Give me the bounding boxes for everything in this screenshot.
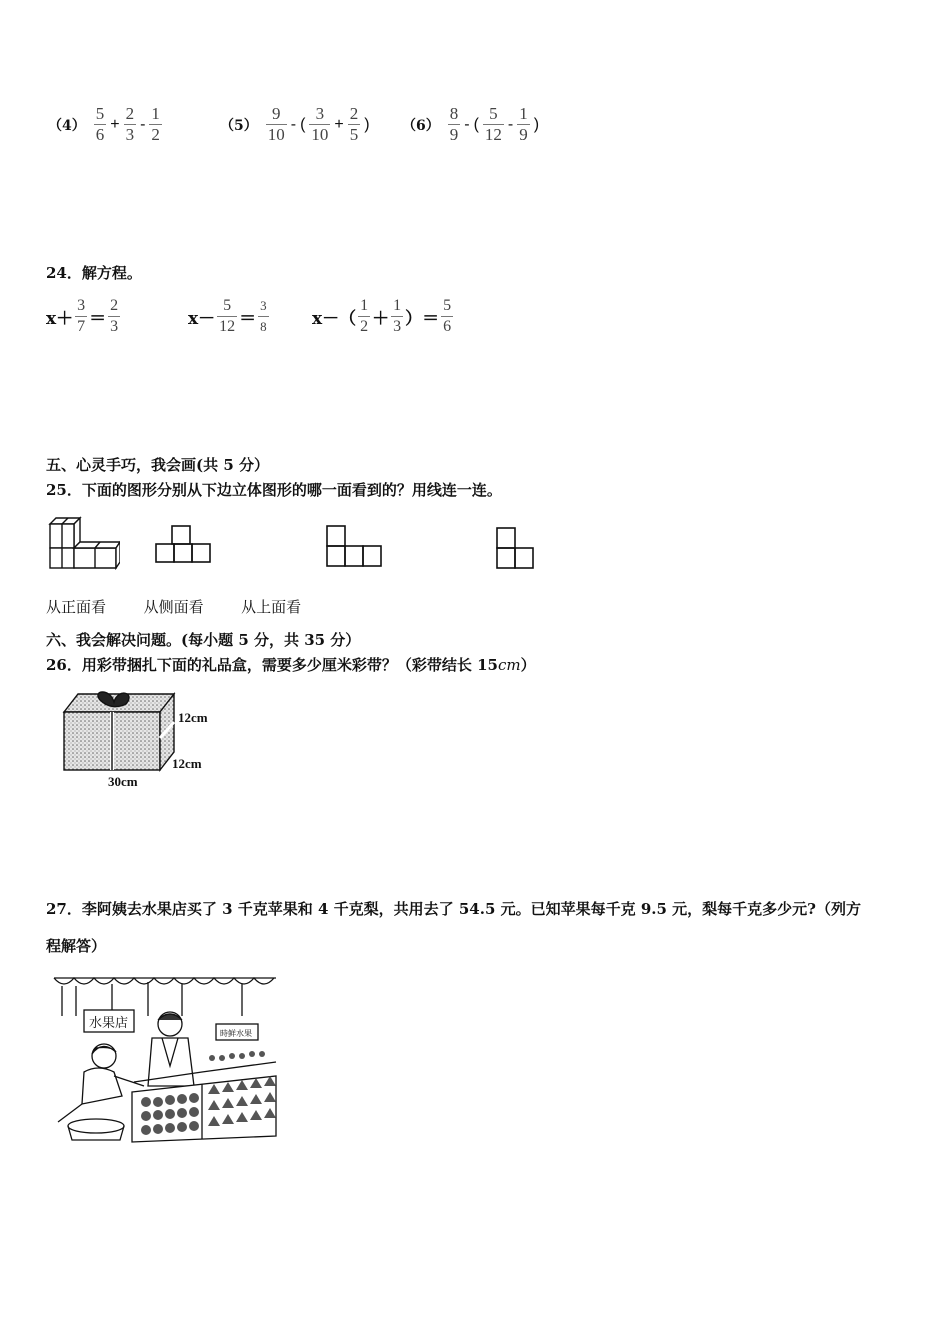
box-depth-label: 12cm	[172, 756, 202, 771]
q27-line1: 27．李阿姨去水果店买了 3 千克苹果和 4 千克梨，共用去了 54.5 元。已知苹果每千克 9.5 元，梨每千克多少元?（列方	[46, 900, 861, 918]
fraction: $\frac{2}{3}$	[125, 104, 135, 144]
view-labels	[46, 596, 301, 617]
fraction: $\frac{5}{6}$	[95, 104, 105, 144]
view-shape-a	[154, 524, 214, 566]
cube-solid-figure	[44, 514, 120, 570]
expr-label: （5）	[220, 117, 258, 134]
expr-4	[48, 104, 164, 145]
fraction: $\frac{1}{2}$	[360, 297, 369, 335]
box-height-label: 12cm	[178, 710, 208, 725]
fraction: $\frac{3}{10}$	[311, 104, 329, 144]
fraction: $\frac{5}{6}$	[443, 297, 452, 335]
fruit-shop-illustration	[52, 976, 278, 1146]
fraction: $\frac{2}{5}$	[349, 104, 359, 144]
equals-sign: ＝	[239, 309, 257, 329]
fraction: $\frac{5}{12}$	[484, 104, 502, 144]
fraction: $\frac{1}{9}$	[519, 104, 528, 144]
fraction: $\frac{1}{3}$	[393, 297, 402, 335]
equation-lhs: x－	[188, 309, 216, 329]
q27-line2: 程解答）	[46, 937, 107, 955]
gift-box-figure	[56, 688, 236, 792]
fraction: $\frac{5}{12}$	[219, 297, 236, 335]
view-shape-c	[494, 524, 538, 570]
q26-text	[46, 654, 536, 675]
q26-close: ）	[520, 656, 536, 674]
equation-3	[312, 296, 455, 337]
box-length-label: 30cm	[108, 774, 138, 789]
expr-5	[220, 104, 372, 145]
expr-label: （4）	[48, 117, 86, 134]
section-6-heading: 六、我会解决问题。(每小题 5 分，共 35 分）	[46, 631, 361, 649]
q25-text: 25．下面的图形分别从下边立体图形的哪一面看到的？用线连一连。	[46, 481, 502, 499]
close-paren-equals: ）＝	[405, 309, 440, 329]
shop-sign-small: 時鲜水果	[220, 1029, 252, 1038]
fraction: $\frac{2}{3}$	[110, 297, 119, 335]
expr-6	[402, 104, 541, 145]
operator: -	[507, 115, 514, 133]
equation-2	[188, 296, 271, 337]
fraction: $\frac{9}{10}$	[267, 104, 285, 144]
expr-label: （6）	[402, 117, 440, 134]
fraction: $\frac{8}{9}$	[449, 104, 459, 144]
operator: +	[334, 115, 344, 133]
paren: (	[300, 115, 306, 133]
fraction: $\frac{1}{2}$	[151, 104, 160, 144]
q26-unit: cm	[497, 656, 521, 674]
operator: +	[110, 115, 120, 133]
equation-lhs: x－（	[312, 309, 357, 329]
operator: -	[290, 115, 297, 133]
equation-lhs: x＋	[46, 309, 74, 329]
shop-sign: 水果店	[89, 1016, 129, 1031]
view-label-front: 从正面看	[46, 598, 107, 616]
fraction: $\frac{3}{7}$	[77, 297, 86, 335]
paren: (	[473, 115, 479, 133]
section-5-heading: 五、心灵手巧，我会画(共 5 分）	[46, 456, 269, 474]
equals-sign: ＝	[89, 309, 107, 329]
operator: -	[140, 115, 146, 133]
fraction: $\frac{3}{8}$	[258, 296, 269, 337]
plus-sign: ＋	[372, 309, 390, 329]
view-label-top: 从上面看	[241, 598, 302, 616]
paren: )	[364, 115, 370, 133]
operator: -	[464, 115, 470, 133]
q24-title: 24．解方程。	[46, 264, 142, 282]
view-shape-b	[324, 524, 384, 568]
paren: )	[533, 115, 540, 133]
equation-1	[46, 296, 122, 337]
view-label-side: 从侧面看	[143, 598, 204, 616]
q26-question: 26．用彩带捆扎下面的礼品盒，需要多少厘米彩带？（彩带结长 15	[46, 656, 498, 674]
